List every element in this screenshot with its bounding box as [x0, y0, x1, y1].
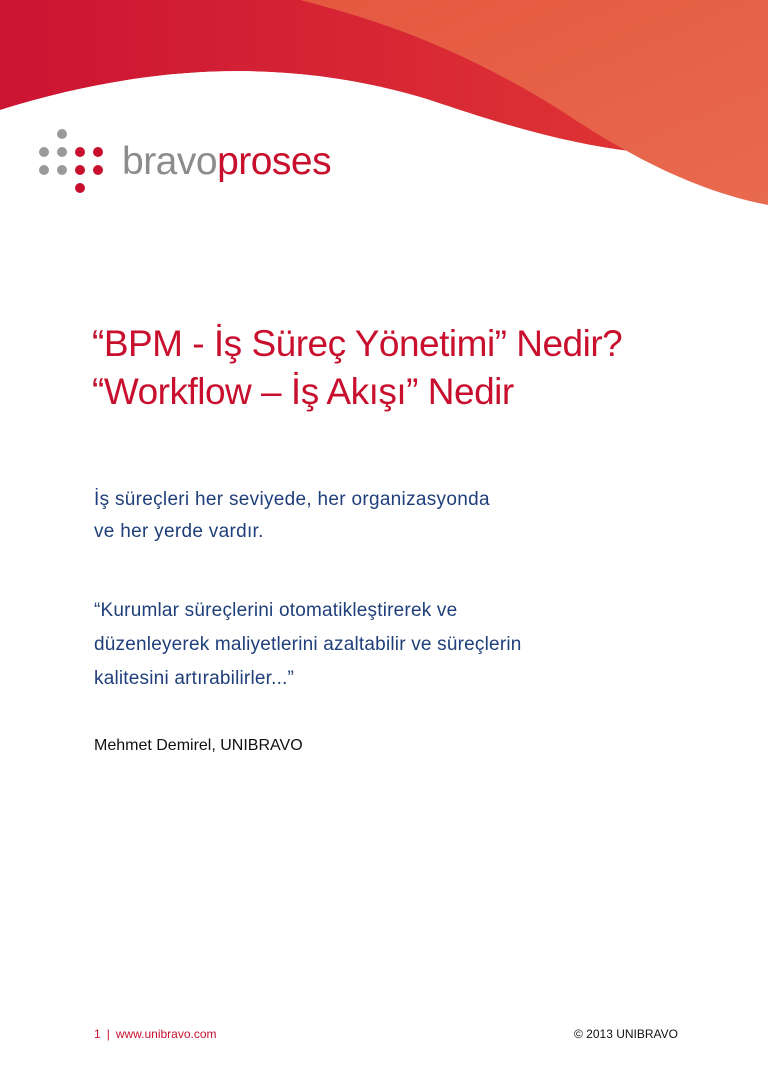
intro-line-1: İş süreçleri her seviyede, her organizasyonda	[94, 489, 490, 510]
footer-left	[94, 1024, 217, 1044]
quote-line-2: düzenleyerek maliyetlerini azaltabilir ve süreçlerin	[94, 634, 522, 655]
page-number: 1	[94, 1027, 101, 1041]
document-title	[92, 320, 732, 416]
intro-line-2: ve her yerde vardır.	[94, 521, 264, 542]
title-line-2: “Workflow – İş Akışı” Nedir	[92, 371, 514, 412]
quote-author: Mehmet Demirel, UNIBRAVO	[94, 737, 303, 754]
bravoproses-logo	[36, 126, 336, 206]
website-link[interactable]: www.unibravo.com	[115, 1027, 217, 1041]
logo-word-bravo: bravo	[122, 140, 218, 183]
page-footer	[94, 1024, 684, 1044]
footer-separator: |	[106, 1027, 110, 1041]
quote-paragraph	[94, 594, 694, 696]
dot-grid-logo-icon	[36, 126, 116, 206]
title-line-1: “BPM - İş Süreç Yönetimi” Nedir?	[92, 323, 623, 364]
copyright-notice: © 2013 UNIBRAVO	[574, 1027, 678, 1041]
quote-line-1: “Kurumlar süreçlerini otomatikleştirerek ve	[94, 600, 458, 621]
intro-paragraph	[94, 484, 654, 548]
quote-line-3: kalitesini artırabilirler...”	[94, 668, 295, 689]
logo-word-proses: proses	[217, 140, 332, 183]
logo-wordmark	[122, 142, 331, 181]
